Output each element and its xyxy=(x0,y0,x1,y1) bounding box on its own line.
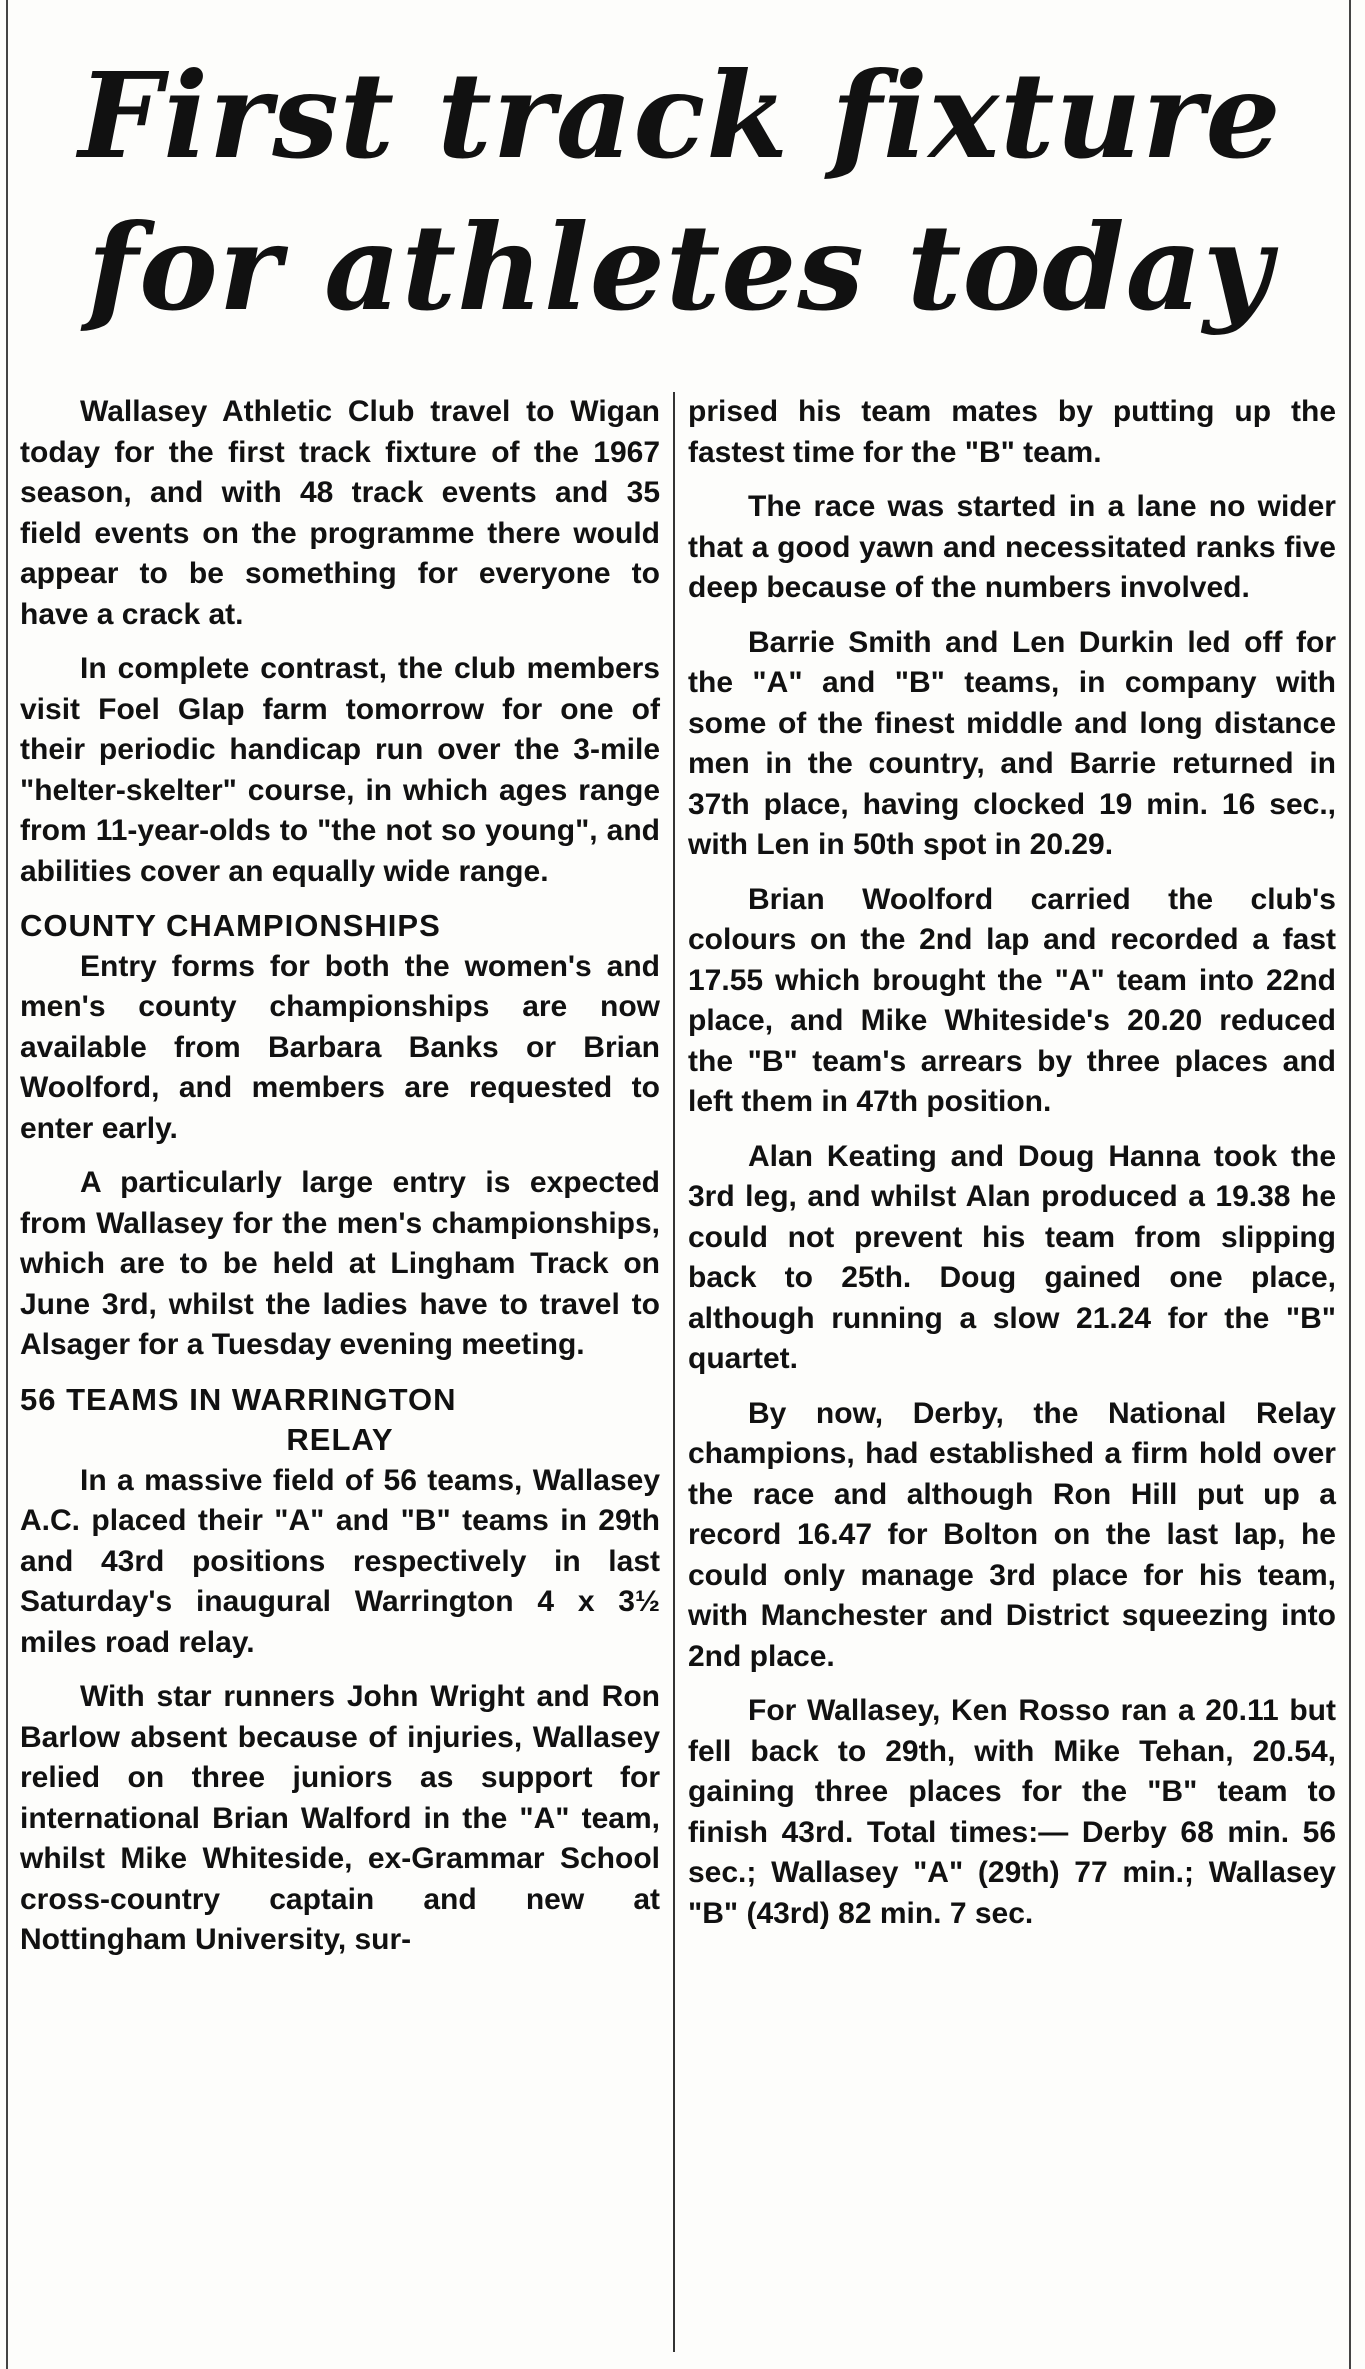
headline xyxy=(20,40,1340,344)
section-subhead xyxy=(20,1380,660,1461)
left-column xyxy=(20,392,660,1961)
paragraph: For Wallasey, Ken Rosso ran a 20.11 but fell back to 29th, with Mike Tehan, 20.54, gaining three places for the "B" team to finish 43rd. Total times:— Derby 68 min. 56 sec.; Wallasey "A" (29th) 77 min.; Wallasey "B" (43rd) 82 min. 7 sec. xyxy=(688,1694,1336,1930)
paragraph: By now, Derby, the National Relay champions, had established a firm hold over the race and although Ron Hill put up a record 16.47 for Bolton on the last lap, he could only manage 3rd place for his team, with Manchester and District squeezing into 2nd place. xyxy=(688,1396,1336,1673)
subhead-line-2: RELAY xyxy=(286,1422,394,1457)
paragraph: Entry forms for both the women's and men's county championships are now available from Barbara Banks or Brian Woolford, and members are requested to enter early. xyxy=(20,949,660,1145)
headline-line-1: First track fixture xyxy=(78,46,1282,185)
right-column xyxy=(688,392,1336,1934)
paragraph: Wallasey Athletic Club travel to Wigan today for the first track fixture of the 1967 season, and with 48 track events and 35 field events on the programme there would appear to be something for everyone to have a crack at. xyxy=(20,395,660,631)
paragraph: The race was started in a lane no wider that a good yawn and necessitated ranks five deep because of the numbers involved. xyxy=(688,490,1336,604)
paragraph: Brian Woolford carried the club's colours on the 2nd lap and recorded a fast 17.55 which brought the "A" team into 22nd place, and Mike Whiteside's 20.20 reduced the "B" team's arrears by three places and left them in 47th position. xyxy=(688,882,1336,1118)
right-edge-rule xyxy=(1349,0,1351,2369)
paragraph: Barrie Smith and Len Durkin led off for the "A" and "B" teams, in company with some of the finest middle and long distance men in the country, and Barrie returned in 37th place, having clocked 19 min. 16 sec., with Len in 50th spot in 20.29. xyxy=(688,625,1336,861)
headline-line-2: for athletes today xyxy=(87,198,1273,337)
paragraph: Alan Keating and Doug Hanna took the 3rd leg, and whilst Alan produced a 19.38 he could not prevent his team from slipping back to 25th. Doug gained one place, although running a slow 21.24 for the "B" quartet. xyxy=(688,1139,1336,1375)
paragraph: In a massive field of 56 teams, Wallasey A.C. placed their "A" and "B" teams in 29th and 43rd positions respectively in last Saturday's inaugural Warrington 4 x 3½ miles road relay. xyxy=(20,1463,660,1659)
paragraph: In complete contrast, the club members visit Foel Glap farm tomorrow for one of their periodic handicap run over the 3-mile "helter-skelter" course, in which ages range from 11-year-olds to "the not so young", and abilities cover an equally wide range. xyxy=(20,652,660,888)
left-edge-rule xyxy=(6,0,8,2369)
paragraph: With star runners John Wright and Ron Barlow absent because of injuries, Wallasey relied on three juniors as support for international Brian Walford in the "A" team, whilst Mike Whiteside, ex-Grammar School cross-country captain and new at Nottingham University, sur- xyxy=(20,1680,660,1956)
paragraph: A particularly large entry is expected from Wallasey for the men's championships, which are to be held at Lingham Track on June 3rd, whilst the ladies have to travel to Alsager for a Tuesday evening meeting. xyxy=(20,1166,660,1361)
subhead-line-1: 56 TEAMS IN WARRINGTON xyxy=(20,1381,457,1417)
column-rule xyxy=(673,392,675,2352)
paragraph: prised his team mates by putting up the fastest time for the "B" team. xyxy=(688,395,1336,469)
section-subhead: COUNTY CHAMPIONSHIPS xyxy=(20,908,441,943)
